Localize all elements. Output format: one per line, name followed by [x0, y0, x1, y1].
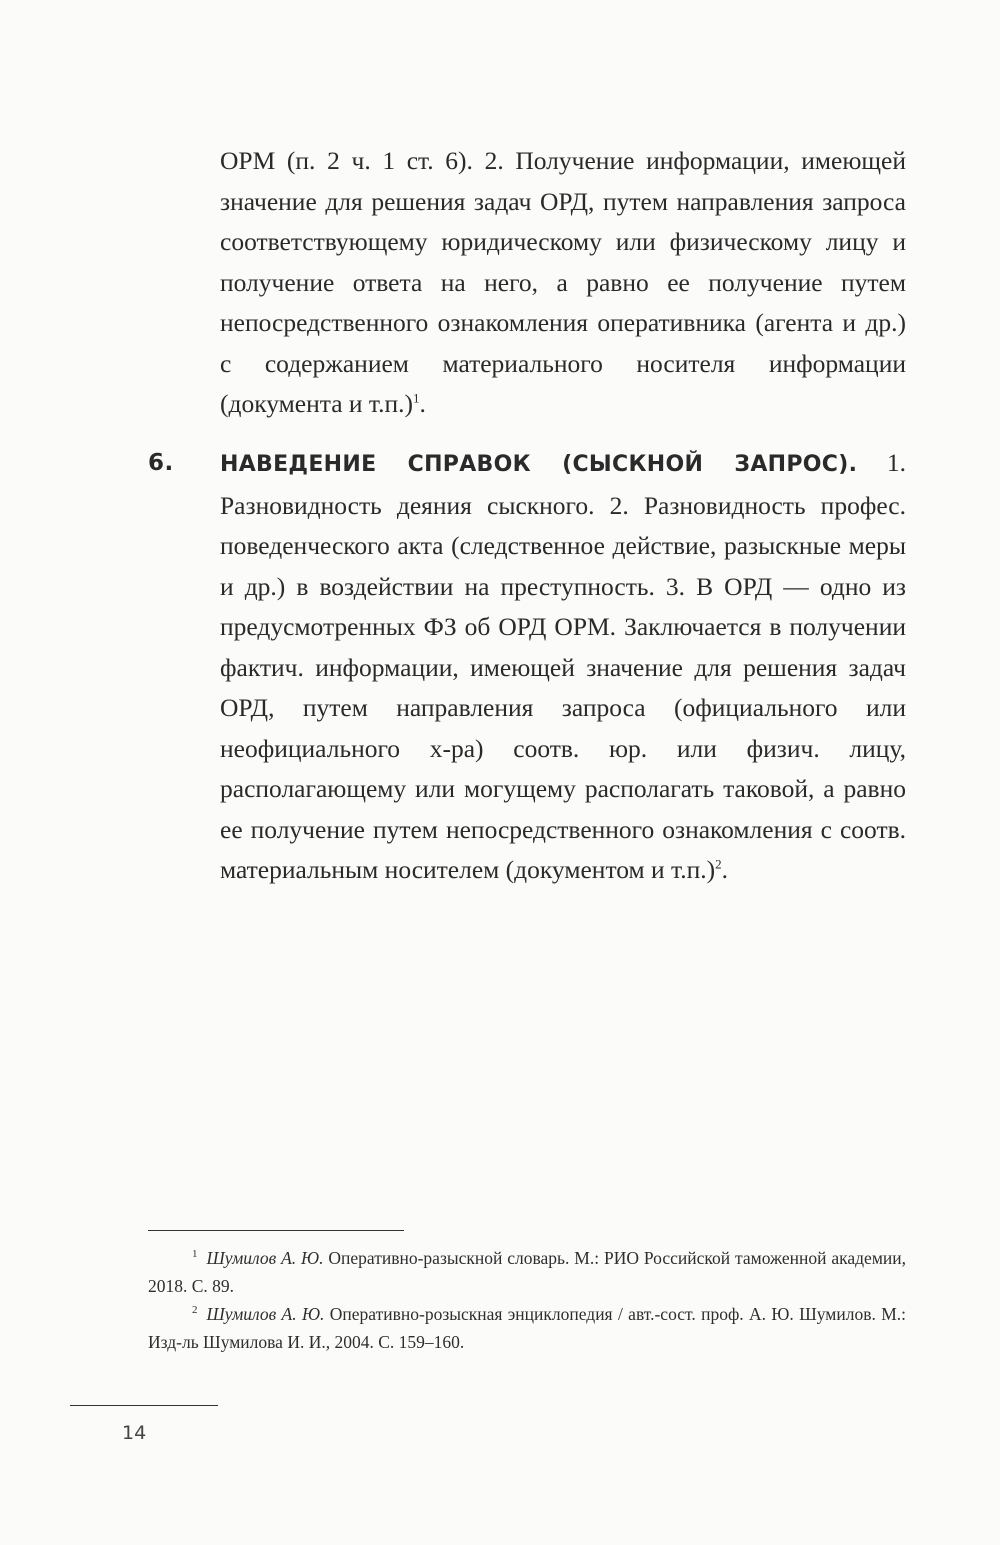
footnote-1 — [148, 1244, 906, 1300]
footnote-ref-2[interactable]: 2 — [715, 856, 722, 872]
footnote-mark: 1 — [192, 1248, 198, 1261]
footnote-author: Шумилов А. Ю. — [206, 1248, 324, 1268]
footnote-text: Оперативно-разыскной словарь. М.: РИО Российской таможенной академии, 2018. С. 89. — [148, 1248, 907, 1296]
dictionary-entry — [220, 443, 906, 891]
continuation-end: . — [419, 389, 426, 418]
footnote-ref-1[interactable]: 1 — [413, 390, 420, 406]
entry-text: 1. Разновидность деяния сыскного. 2. Разновидность профес. поведенческого акта (следственное действие, разыскные меры и др.) в воздействии на преступность. 3. В ОРД — одно из предусмотренных ФЗ об ОРД ОРМ. Заключается в получении фактич. информации, имеющей значение для решения задач ОРД, путем направления запроса (официального или неофициального х-ра) соотв. юр. или физич. лицу, располагающему или могущему располагать таковой, а равно ее получение путем непосредственного ознакомления с соотв. материальным носителем (документом и т.п.) — [220, 448, 907, 884]
page-number: 14 — [122, 1422, 147, 1444]
footnote-divider — [148, 1230, 404, 1231]
continuation-paragraph — [220, 141, 906, 425]
entry-end: . — [721, 855, 729, 884]
page-number-rule — [70, 1405, 218, 1406]
entry-term: НАВЕДЕНИЕ СПРАВОК (СЫСКНОЙ ЗАПРОС). — [220, 452, 858, 477]
continuation-text: ОРМ (п. 2 ч. 1 ст. 6). 2. Получение информации, имеющей значение для решения задач ОРД, путем направления запроса соответствующему юридическому или физическому лицу и получение ответа на него, а равно ее получение путем непосредственного ознакомления оперативника (агента и др.) с содержанием материального носителя информации (документа и т.п.) — [220, 146, 906, 418]
entry-number: 6. — [148, 450, 174, 476]
footnote-mark: 2 — [192, 1304, 198, 1317]
footnote-text: Оперативно-розыскная энциклопедия / авт.-сост. проф. А. Ю. Шумилов. М.: Изд-ль Шумилова И. И., 2004. С. 159–160. — [148, 1304, 906, 1352]
footnote-author: Шумилов А. Ю. — [206, 1304, 325, 1324]
footnote-2 — [148, 1300, 906, 1356]
